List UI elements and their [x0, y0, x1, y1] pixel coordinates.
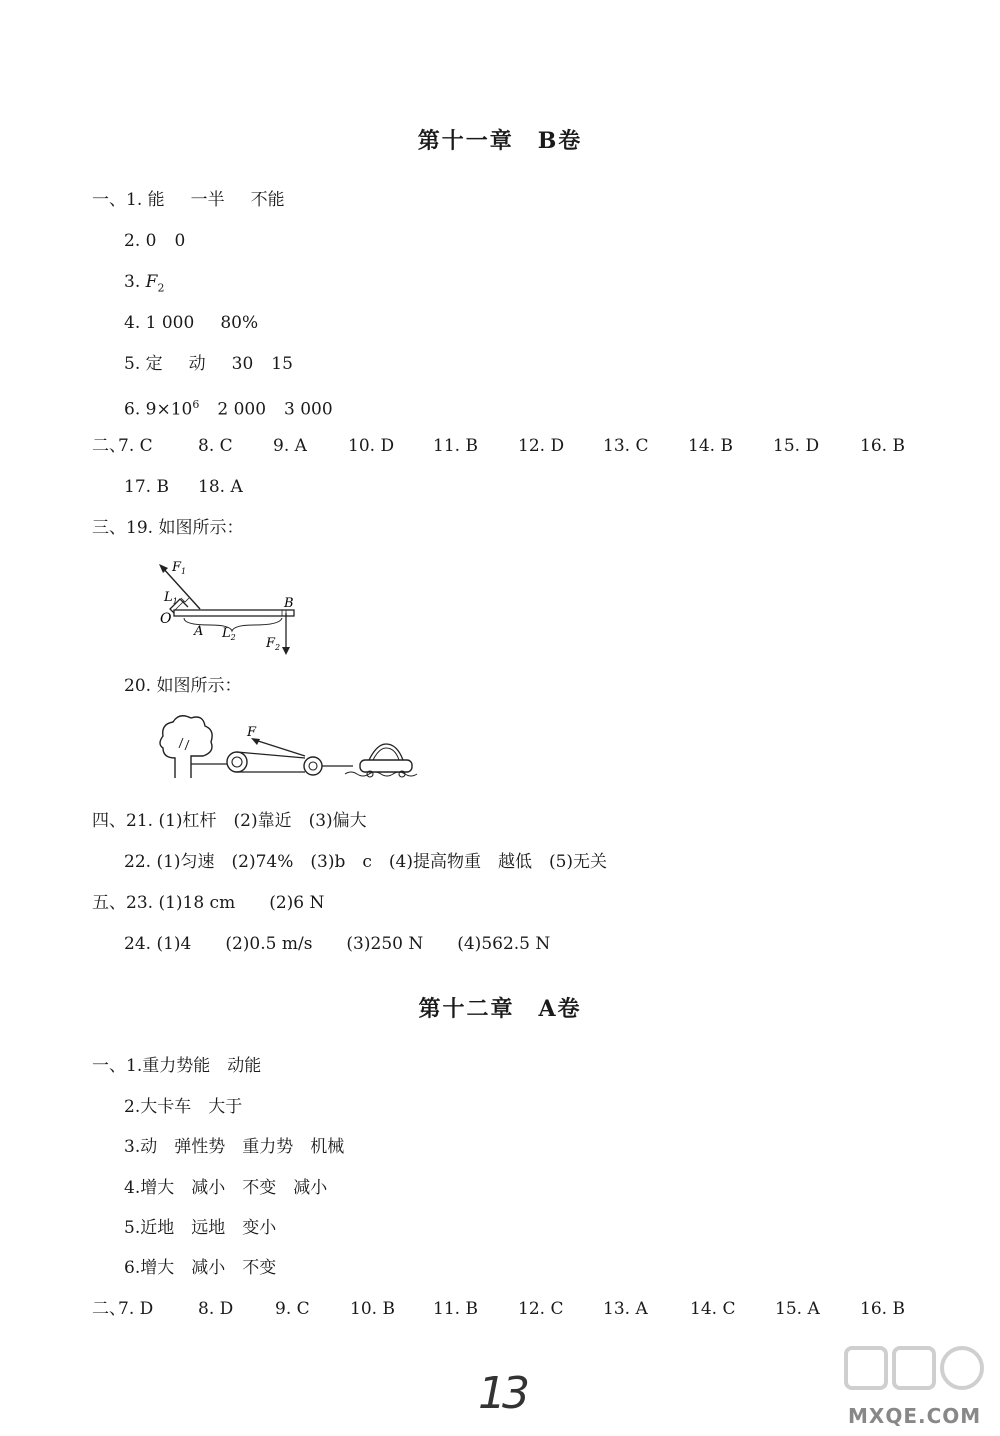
section-title-ch12-a: 第十二章 A卷 — [418, 996, 582, 1022]
page-number: 13 — [478, 1368, 526, 1419]
label-l1: $L_1$ — [164, 590, 178, 606]
section-title-ch11-b: 第十一章 B卷 — [417, 128, 583, 154]
f-arrow — [255, 740, 305, 756]
label-b: B — [284, 596, 294, 611]
mc-row-2: 17. B 18. A — [124, 477, 243, 497]
lever-bar — [174, 610, 294, 616]
s2-q1: 一、1.重力势能 动能 — [92, 1056, 262, 1076]
s2-mc-row-1: 二、 7. D 8. D 9. C 10. B 11. B 12. C 13. A 14. C 15. A 16. B — [92, 1299, 905, 1319]
label-f2: $F_2$ — [266, 636, 281, 652]
label-a: A — [194, 624, 204, 639]
q1: 一、1. 能 一半 不能 — [92, 190, 285, 210]
s2-q3: 3.动 弹性势 重力势 机械 — [124, 1137, 345, 1157]
pulley-diagram — [155, 708, 430, 783]
car-icon — [360, 760, 412, 772]
watermark-text: MXQE.COM — [848, 1404, 982, 1428]
label-l2: $L_2$ — [222, 626, 236, 642]
q21: 四、21. (1)杠杆 (2)靠近 (3)偏大 — [92, 811, 367, 831]
q3: 3. $F_2$ — [124, 272, 165, 295]
q4: 4. 1 000 80% — [124, 313, 259, 333]
q2: 2. 0 0 — [124, 231, 186, 251]
q5: 5. 定 动 30 15 — [124, 354, 293, 374]
pulley-2-icon — [304, 757, 322, 775]
q20: 20. 如图所示： — [124, 676, 242, 696]
f2-arrowhead — [282, 647, 290, 655]
pulley-1-icon — [227, 752, 247, 772]
s2-q2: 2.大卡车 大于 — [124, 1097, 243, 1117]
s2-q5: 5.近地 远地 变小 — [124, 1218, 277, 1238]
lever-diagram — [150, 555, 310, 660]
label-o: O — [160, 611, 172, 627]
mc-row-1: 二、 7. C 8. C 9. A 10. D 11. B 12. D 13. C 14. B 15. D 16. B — [92, 436, 905, 456]
q19: 三、19. 如图所示： — [92, 518, 244, 538]
q22: 22. (1)匀速 (2)74% (3)b c (4)提高物重 越低 (5)无关 — [124, 852, 608, 872]
s2-q4: 4.增大 减小 不变 减小 — [124, 1178, 328, 1198]
q23: 五、23. (1)18 cm (2)6 N — [92, 893, 325, 913]
label-f: F — [247, 725, 257, 740]
q6: 6. $9\times 10^6$ 2 000 3 000 — [124, 398, 333, 420]
s2-q6: 6.增大 减小 不变 — [124, 1258, 277, 1278]
q24: 24. (1)4 (2)0.5 m/s (3)250 N (4)562.5 N — [124, 934, 551, 954]
label-f1: $F_1$ — [172, 560, 187, 576]
